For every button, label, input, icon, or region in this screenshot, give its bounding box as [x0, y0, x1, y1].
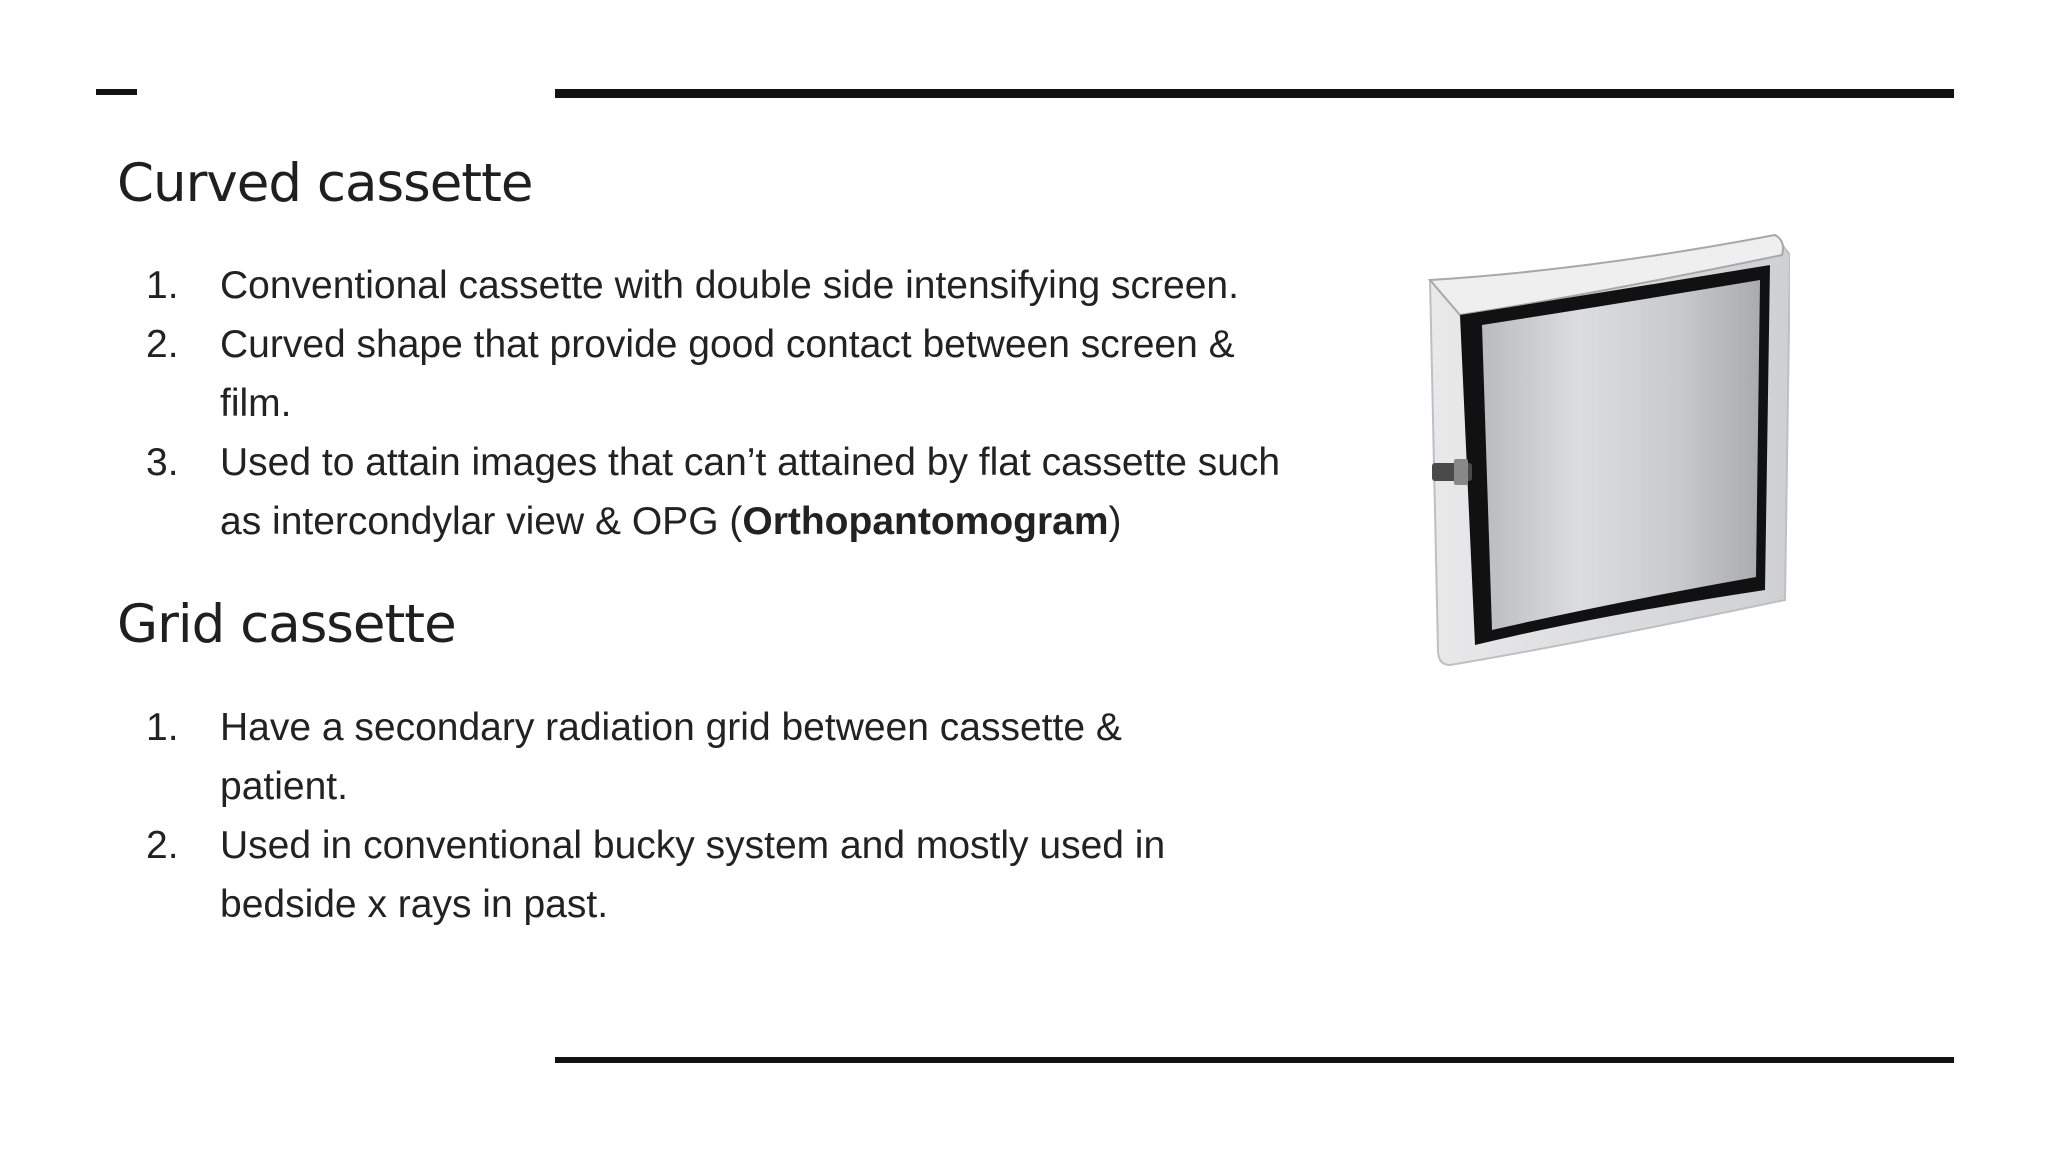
list-number: 1.	[146, 706, 179, 749]
list-text-end: )	[1108, 500, 1122, 543]
list-text: Conventional cassette with double side intensifying screen.	[220, 264, 1239, 307]
list-item	[0, 816, 1250, 934]
list-text: Curved shape that provide good contact between screen & film.	[220, 323, 1235, 425]
grid-cassette-list	[0, 698, 1250, 934]
curved-cassette-image	[1420, 225, 1790, 695]
list-text: Have a secondary radiation grid between cassette & patient.	[220, 706, 1122, 808]
list-number: 2.	[146, 824, 179, 867]
list-text: Used in conventional bucky system and mostly used in bedside x rays in past.	[220, 824, 1166, 926]
list-text: Used to attain images that can’t attained by flat cassette such as intercondylar view & OPG (	[220, 441, 1281, 543]
list-number: 1.	[146, 264, 179, 307]
top-left-dash	[96, 89, 137, 95]
heading-curved-cassette: Curved cassette	[117, 153, 533, 214]
curved-cassette-list	[0, 256, 1320, 551]
heading-grid-cassette: Grid cassette	[117, 594, 456, 655]
list-item	[0, 433, 1300, 551]
list-number: 3.	[146, 441, 179, 484]
list-item	[0, 315, 1280, 433]
list-item	[0, 256, 1320, 315]
top-rule	[555, 89, 1954, 98]
bottom-rule	[555, 1057, 1954, 1063]
list-item	[0, 698, 1210, 816]
list-text-bold: Orthopantomogram	[742, 500, 1109, 543]
list-number: 2.	[146, 323, 179, 366]
